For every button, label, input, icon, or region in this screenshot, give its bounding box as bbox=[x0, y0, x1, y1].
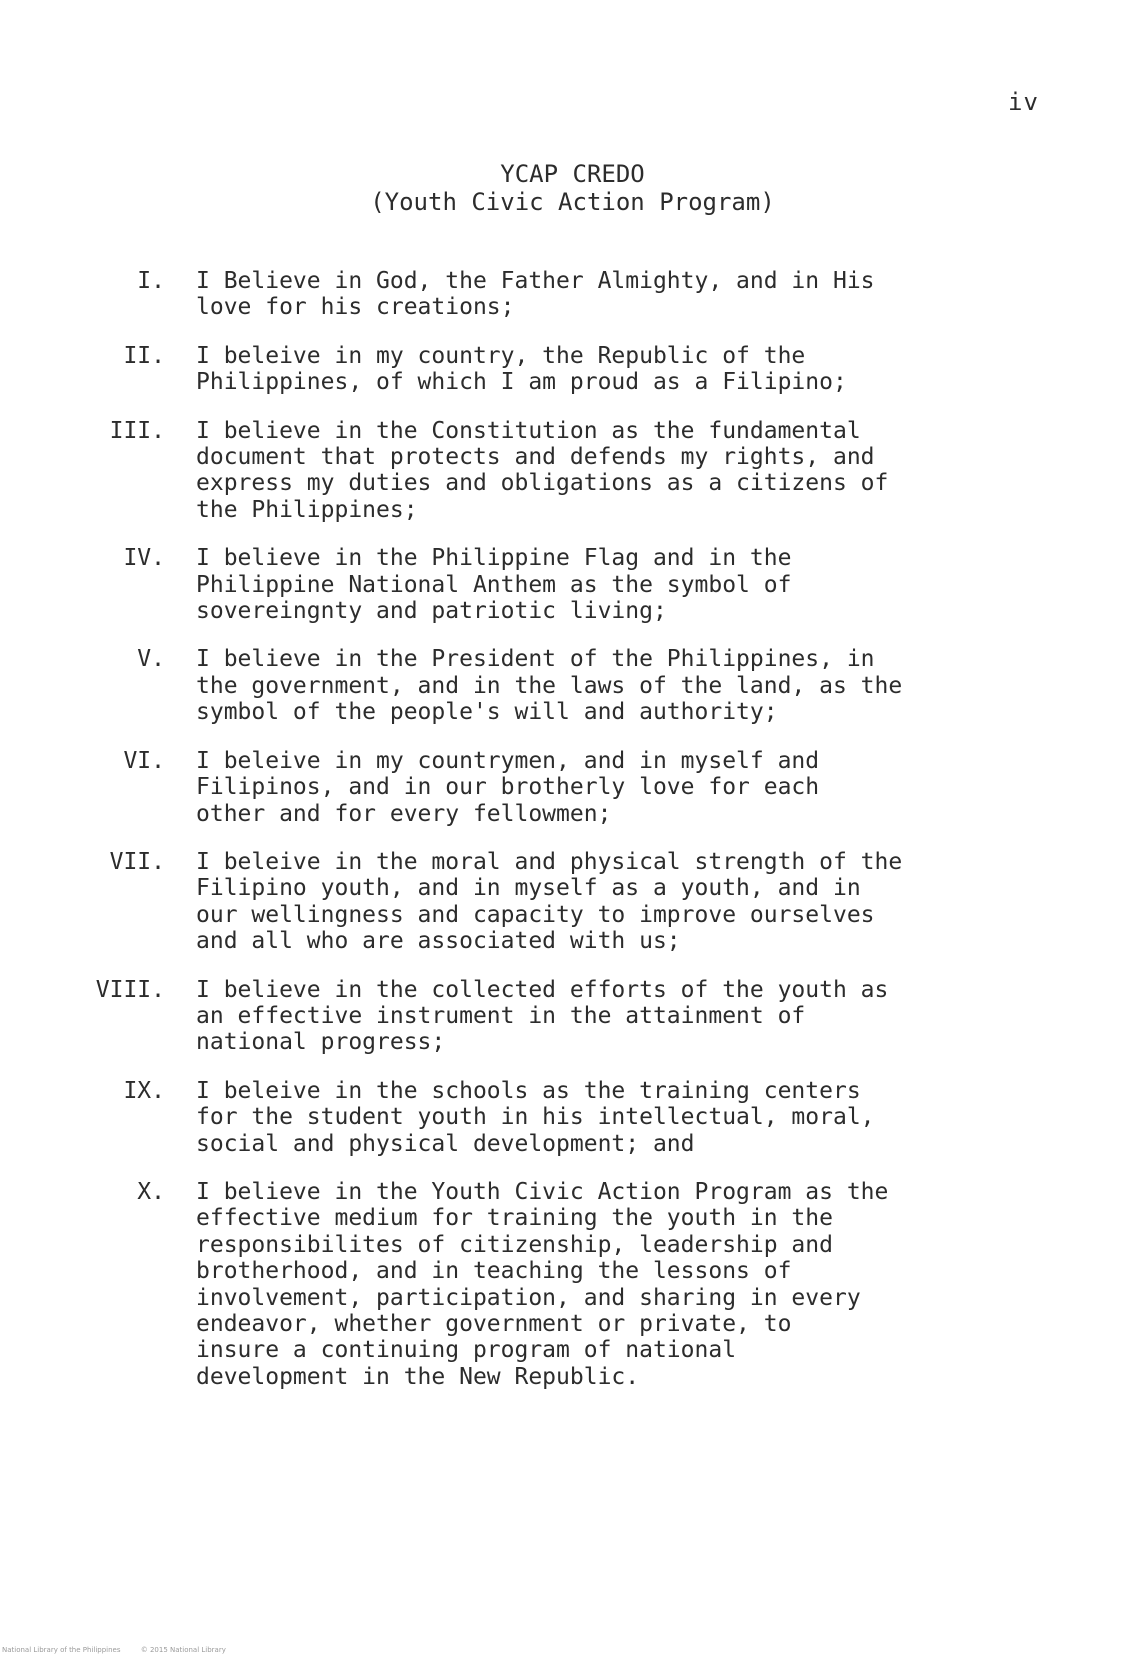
title-subtitle: (Youth Civic Action Program) bbox=[370, 188, 775, 216]
credo-item bbox=[0, 646, 1135, 725]
credo-numeral: I. bbox=[137, 268, 165, 294]
credo-text: I beleive in the moral and physical strength of the Filipino youth, and in myself as a youth, and in our wellingness and capacity to improve ourselves and all who are associated with us; bbox=[196, 848, 903, 955]
credo-text: I Believe in God, the Father Almighty, and in His love for his creations; bbox=[196, 268, 875, 321]
credo-numeral: IX. bbox=[123, 1077, 165, 1104]
title-main: YCAP CREDO bbox=[500, 160, 645, 188]
credo-numeral: II. bbox=[123, 342, 165, 369]
credo-item bbox=[0, 1179, 1135, 1390]
footer-copyright: © 2015 National Library bbox=[140, 1646, 226, 1654]
credo-text: I believe in the collected efforts of the youth as an effective instrument in the attainment of national progress; bbox=[196, 976, 889, 1056]
document-title bbox=[0, 160, 1135, 216]
credo-numeral: III. bbox=[109, 417, 165, 444]
credo-numeral: IV. bbox=[123, 545, 165, 572]
credo-item bbox=[0, 418, 1135, 524]
scan-footer bbox=[2, 1646, 244, 1654]
credo-item bbox=[0, 977, 1135, 1056]
credo-item bbox=[0, 545, 1135, 624]
footer-source: National Library of the Philippines bbox=[2, 1646, 121, 1654]
credo-item bbox=[0, 748, 1135, 827]
credo-numeral: VIII. bbox=[95, 976, 165, 1003]
credo-text: I beleive in the schools as the training centers for the student youth in his intellectual, moral, social and physical development; and bbox=[196, 1077, 875, 1157]
page-number: iv bbox=[1008, 88, 1039, 116]
credo-numeral: VI. bbox=[123, 747, 165, 774]
credo-text: I beleive in my countrymen, and in myself and Filipinos, and in our brotherly love for each other and for every fellowmen; bbox=[196, 747, 820, 827]
credo-list bbox=[0, 268, 1135, 1390]
credo-item bbox=[0, 849, 1135, 955]
credo-text: I believe in the Youth Civic Action Program as the effective medium for training the youth in the responsibilites of citizenship, leadership and brotherhood, and in teaching the lessons of involvement, participation, and sharing in every endeavor, whether government or private, to insure a continuing program of national development in the New Republic. bbox=[196, 1178, 889, 1390]
credo-text: I beleive in my country, the Republic of the Philippines, of which I am proud as a Filipino; bbox=[196, 342, 847, 396]
credo-text: I believe in the Philippine Flag and in the Philippine National Anthem as the symbol of sovereingnty and patriotic living; bbox=[196, 545, 792, 625]
credo-item bbox=[0, 1078, 1135, 1157]
credo-numeral: X. bbox=[137, 1178, 165, 1205]
credo-text: I believe in the President of the Philippines, in the government, and in the laws of the land, as the symbol of the people's will and authority; bbox=[196, 646, 903, 726]
credo-text: I believe in the Constitution as the fundamental document that protects and defends my rights, and express my duties and obligations as a citizens of the Philippines; bbox=[196, 417, 889, 523]
credo-item bbox=[0, 268, 1135, 321]
credo-numeral: VII. bbox=[109, 848, 165, 875]
credo-item bbox=[0, 343, 1135, 396]
credo-numeral: V. bbox=[137, 646, 165, 673]
